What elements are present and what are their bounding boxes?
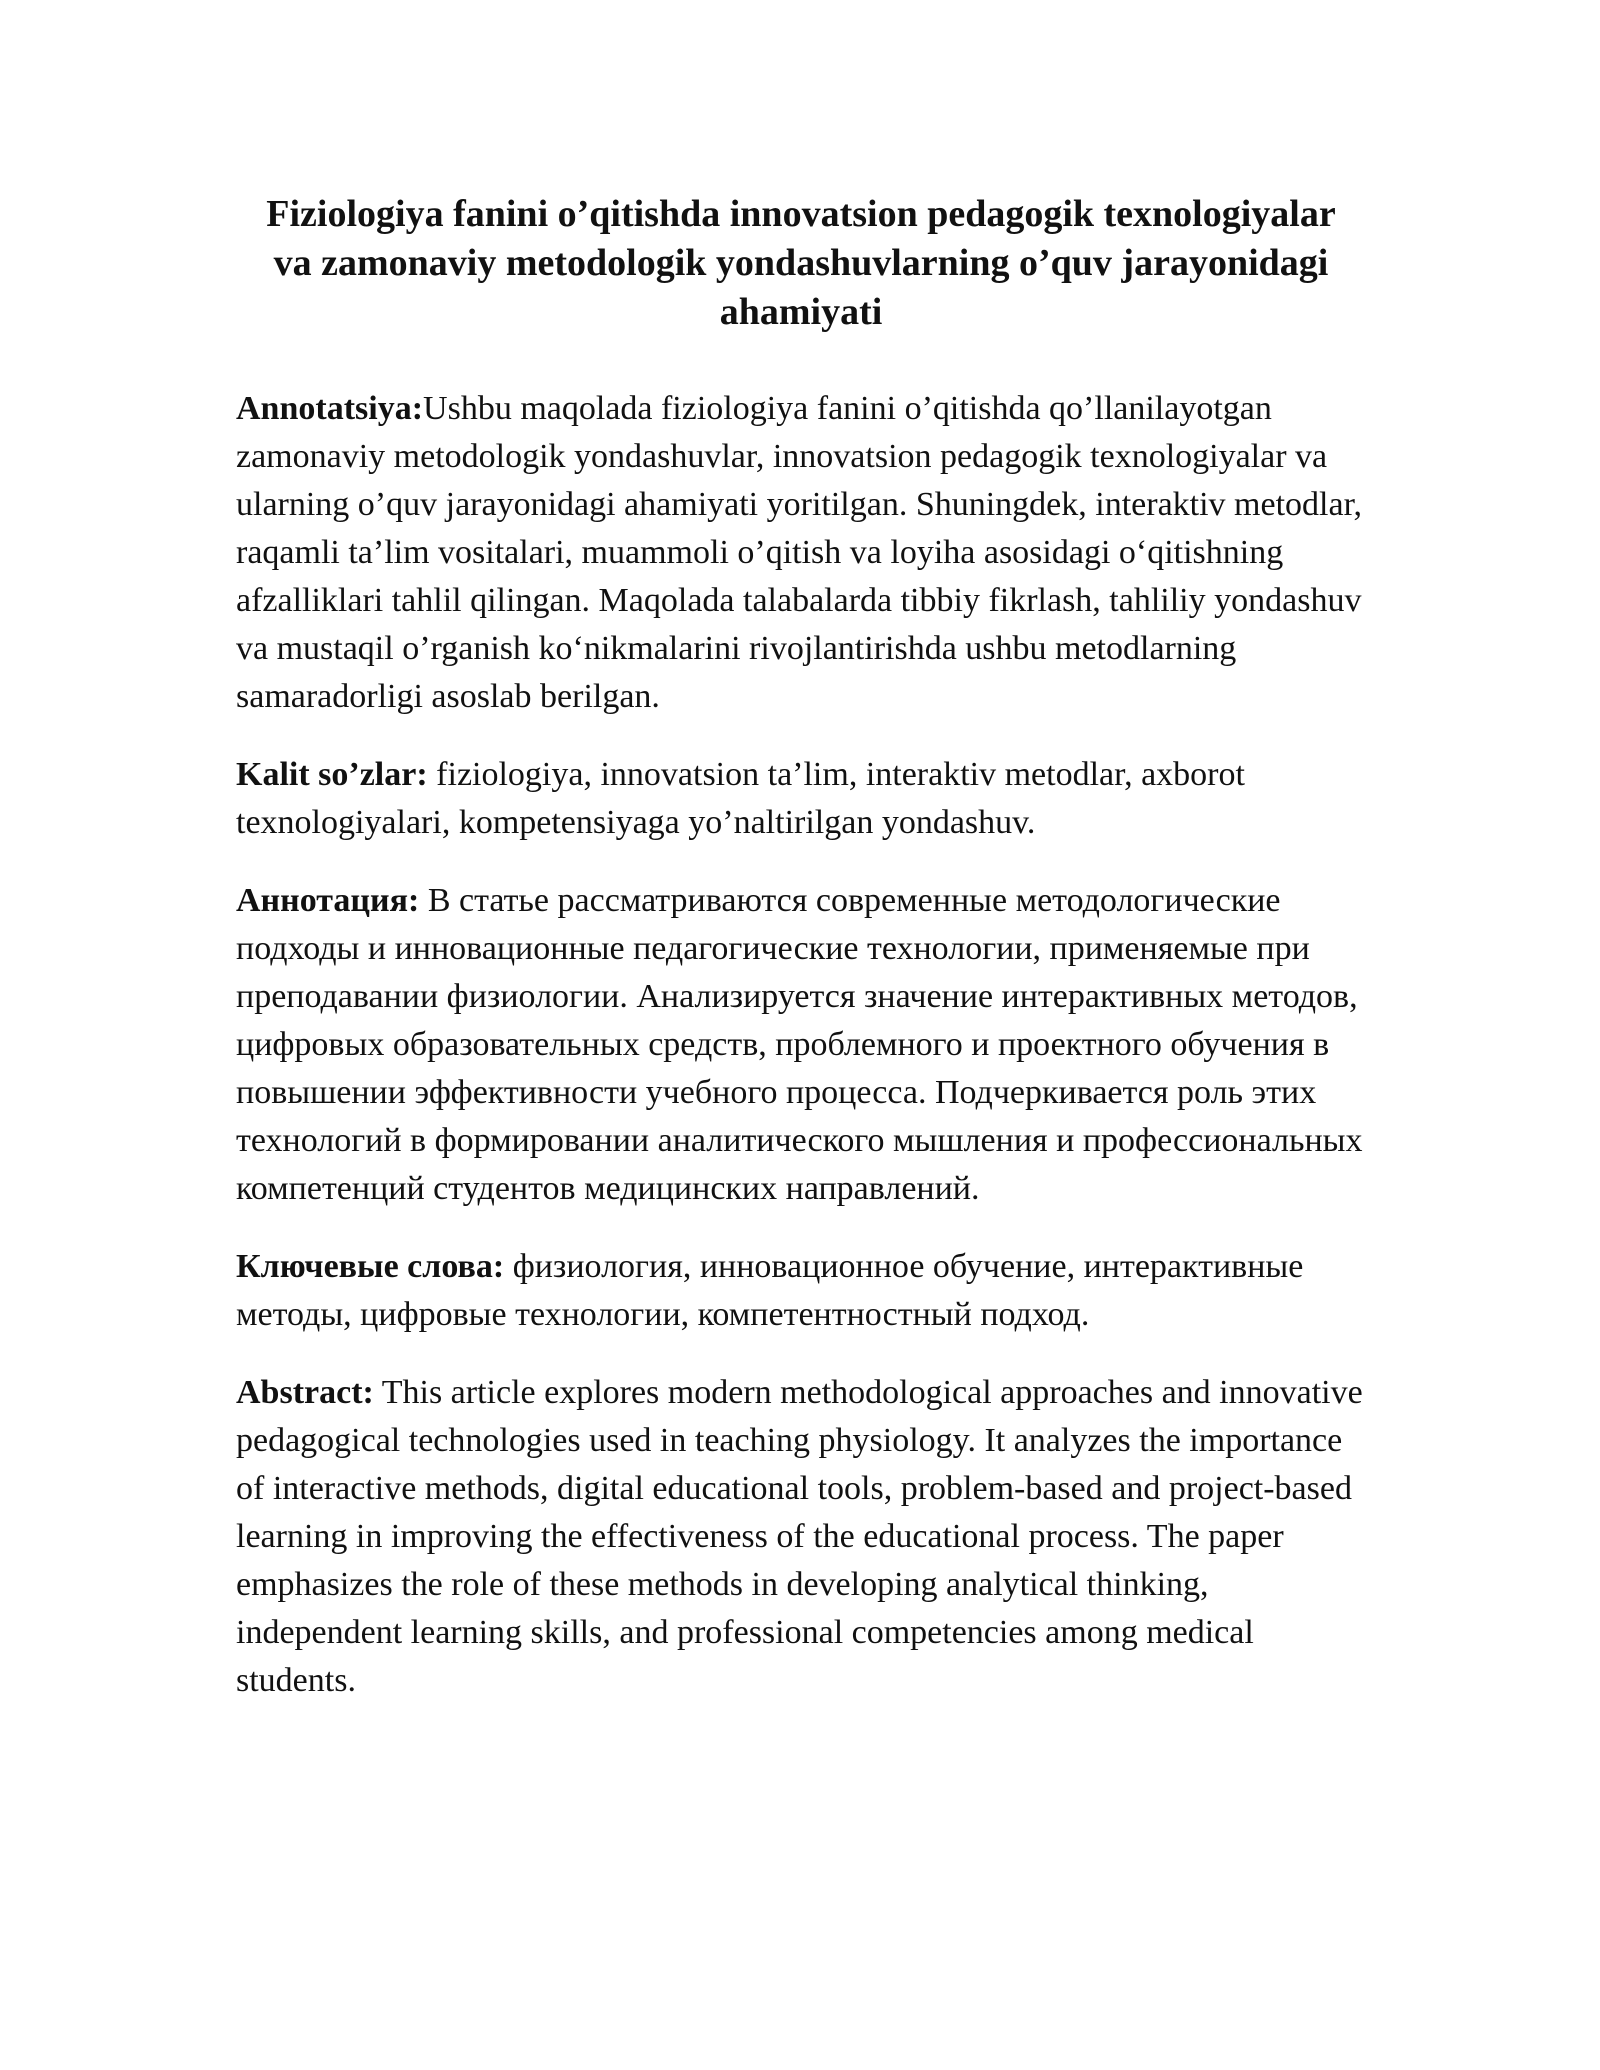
abstract-en-label: Abstract: xyxy=(236,1374,374,1411)
keywords-uz-label: Kalit so’zlar: xyxy=(236,756,428,793)
annotation-uz xyxy=(236,385,1366,721)
keywords-ru xyxy=(236,1243,1366,1339)
keywords-ru-label: Ключевые слова: xyxy=(236,1248,505,1285)
keywords-uz xyxy=(236,751,1366,847)
abstract-en xyxy=(236,1369,1366,1705)
paper-title: Fiziologiya fanini o’qitishda innovatsion pedagogik texnologiyalar va zamonaviy metodologik yondashuvlarning o’quv jarayonidagi ahamiyati xyxy=(266,193,1336,333)
abstract-en-text: This article explores modern methodological approaches and innovative pedagogical technologies used in teaching physiology. It analyzes the importance of interactive methods, digital educational tools, problem-based and project-based learning in improving the effectiveness of the educational process. The paper emphasizes the role of these methods in developing analytical thinking, independent learning skills, and professional competencies among medical students. xyxy=(236,1374,1363,1699)
annotation-ru-label: Аннотация: xyxy=(236,882,420,919)
annotation-ru xyxy=(236,877,1366,1213)
annotation-uz-text: Ushbu maqolada fiziologiya fanini o’qitishda qo’llanilayotgan zamonaviy metodologik yondashuvlar, innovatsion pedagogik texnologiyalar va ularning o’quv jarayonidagi ahamiyati yoritilgan. Shuningdek, interaktiv metodlar, raqamli ta’lim vositalari, muammoli o’qitish va loyiha asosidagi o‘qitishning afzalliklari tahlil qilingan. Maqolada talabalarda tibbiy fikrlash, tahliliy yondashuv va mustaqil o’rganish ko‘nikmalarini rivojlantirishda ushbu metodlarning samaradorligi asoslab berilgan. xyxy=(236,390,1363,715)
keywords-ru-text: физиология, инновационное обучение, интерактивные методы, цифровые технологии, компетентностный подход. xyxy=(236,1248,1304,1333)
paper-page xyxy=(236,190,1366,1735)
annotation-ru-text: В статье рассматриваются современные методологические подходы и инновационные педагогические технологии, применяемые при преподавании физиологии. Анализируется значение интерактивных методов, цифровых образовательных средств, проблемного и проектного обучения в повышении эффективности учебного процесса. Подчеркивается роль этих технологий в формировании аналитического мышления и профессиональных компетенций студентов медицинских направлений. xyxy=(236,882,1363,1207)
annotation-uz-label: Annotatsiya: xyxy=(236,390,424,427)
keywords-uz-text: fiziologiya, innovatsion ta’lim, interaktiv metodlar, axborot texnologiyalari, kompetensiyaga yo’naltirilgan yondashuv. xyxy=(236,756,1245,841)
